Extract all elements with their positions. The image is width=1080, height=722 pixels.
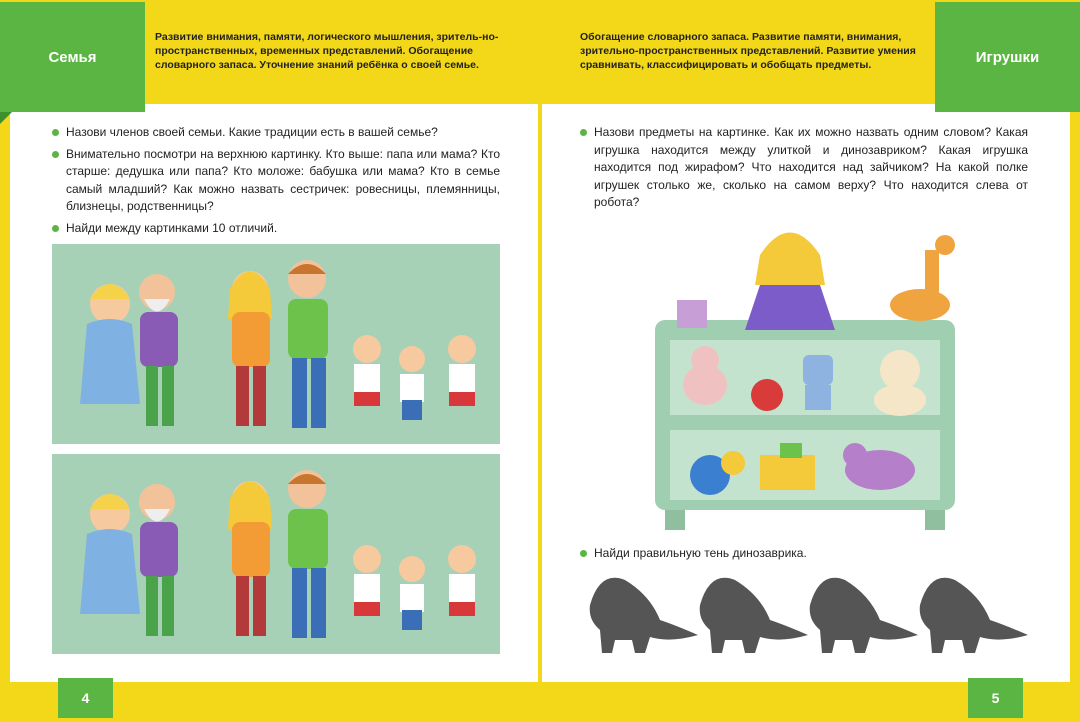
page-number-right: 5 (968, 678, 1023, 718)
task-item: Найди правильную тень динозаврика. (580, 545, 1028, 563)
dinosaur-shadows (580, 565, 1030, 655)
task-item: Назови предметы на картинке. Как их можно назвать одним словом? Какая игрушка находится между улиткой и динозавриком? Какая игрушка находится под жирафом? Что находится над зайчиком? На какой полке игрушек столько же, сколько на самом верху? Что находится слева от робота? (580, 124, 1028, 212)
tab-family-label: Семья (48, 48, 97, 66)
tab-family (0, 2, 145, 112)
page-number-left: 4 (58, 678, 113, 718)
family-picture-top (52, 244, 500, 444)
bullet-icon (52, 225, 59, 232)
goals-left: Развитие внимания, памяти, логического мышления, зритель-но-пространственных, временных представлений. Обогащение словарного запаса. Уточнение знаний ребёнка о своей семье. (155, 31, 499, 71)
family-picture-bottom (52, 454, 500, 654)
bullet-icon (580, 129, 587, 136)
task-item: Назови членов своей семьи. Какие традиции есть в вашей семье? (52, 124, 500, 142)
task-list-right (580, 124, 1028, 216)
family-illustration-icon (52, 454, 500, 654)
dinosaur-shadow-icon (580, 565, 1030, 655)
task-item: Найди между картинками 10 отличий. (52, 220, 500, 238)
task-item: Внимательно посмотри на верхнюю картинку. Кто выше: папа или мама? Кто старше: дедушка или папа? Кто моложе: бабушка или мама? Кто в семье самый младший? Как можно назвать сестричек: ровесницы, племянницы, близнецы, родственницы? (52, 146, 500, 216)
goals-right: Обогащение словарного запаса. Развитие памяти, внимания, зрительно-пространственных представлений. Развитие умения сравнивать, классифицировать и обобщать предметы. (580, 31, 916, 71)
task-list-left (52, 124, 500, 241)
bullet-icon (52, 129, 59, 136)
bullet-icon (52, 151, 59, 158)
toy-shelf-picture (655, 215, 975, 535)
tab-toys (935, 2, 1080, 112)
tab-toys-label: Игрушки (975, 48, 1040, 66)
task-list-right-bottom (580, 545, 1028, 567)
family-illustration-icon (52, 244, 500, 444)
toy-shelf-icon (655, 215, 975, 535)
bullet-icon (580, 550, 587, 557)
